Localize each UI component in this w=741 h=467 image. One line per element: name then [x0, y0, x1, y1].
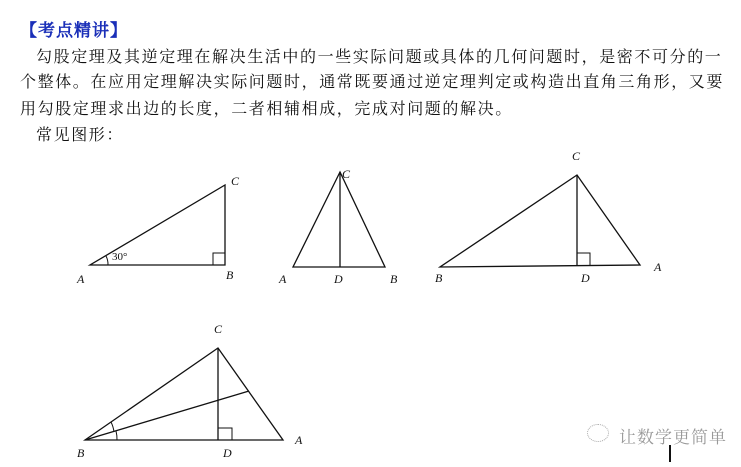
- figure-4-obtuse-triangle-bisector: [77, 322, 303, 460]
- paragraph-line-2: 个整体。在应用定理解决实际问题时，通常既要通过逆定理判定或构造出直角三角形，又要: [20, 72, 725, 91]
- figure-2-isosceles-triangle: [278, 167, 398, 286]
- angle-label: 30°: [112, 251, 128, 263]
- label-B: B: [390, 272, 398, 286]
- figure-1-right-triangle-30deg: [76, 174, 240, 286]
- paragraph-line-3: 用勾股定理求出边的长度，二者相辅相成，完成对问题的解决。: [20, 99, 513, 118]
- label-C: C: [231, 174, 240, 188]
- section-title: 【考点精讲】: [20, 21, 128, 41]
- label-B: B: [77, 446, 85, 460]
- label-C: C: [572, 149, 581, 163]
- label-B: B: [435, 271, 443, 285]
- wechat-logo-icon: [587, 424, 609, 442]
- figure-3-triangle-altitude: [435, 149, 662, 285]
- label-A: A: [279, 272, 287, 286]
- label-D: D: [334, 272, 343, 286]
- watermark: 让数学更简单: [619, 428, 727, 448]
- label-C: C: [214, 322, 223, 336]
- label-A: A: [654, 260, 662, 274]
- label-A: A: [295, 433, 303, 447]
- label-A: A: [77, 272, 85, 286]
- label-B: B: [226, 268, 234, 282]
- paragraph-line-1: 勾股定理及其逆定理在解决生活中的一些实际问题或具体的几何问题时，是密不可分的一: [36, 47, 723, 66]
- subheading: 常见图形：: [36, 125, 125, 144]
- label-C: C: [342, 167, 351, 181]
- label-D: D: [581, 271, 590, 285]
- label-D: D: [223, 446, 232, 460]
